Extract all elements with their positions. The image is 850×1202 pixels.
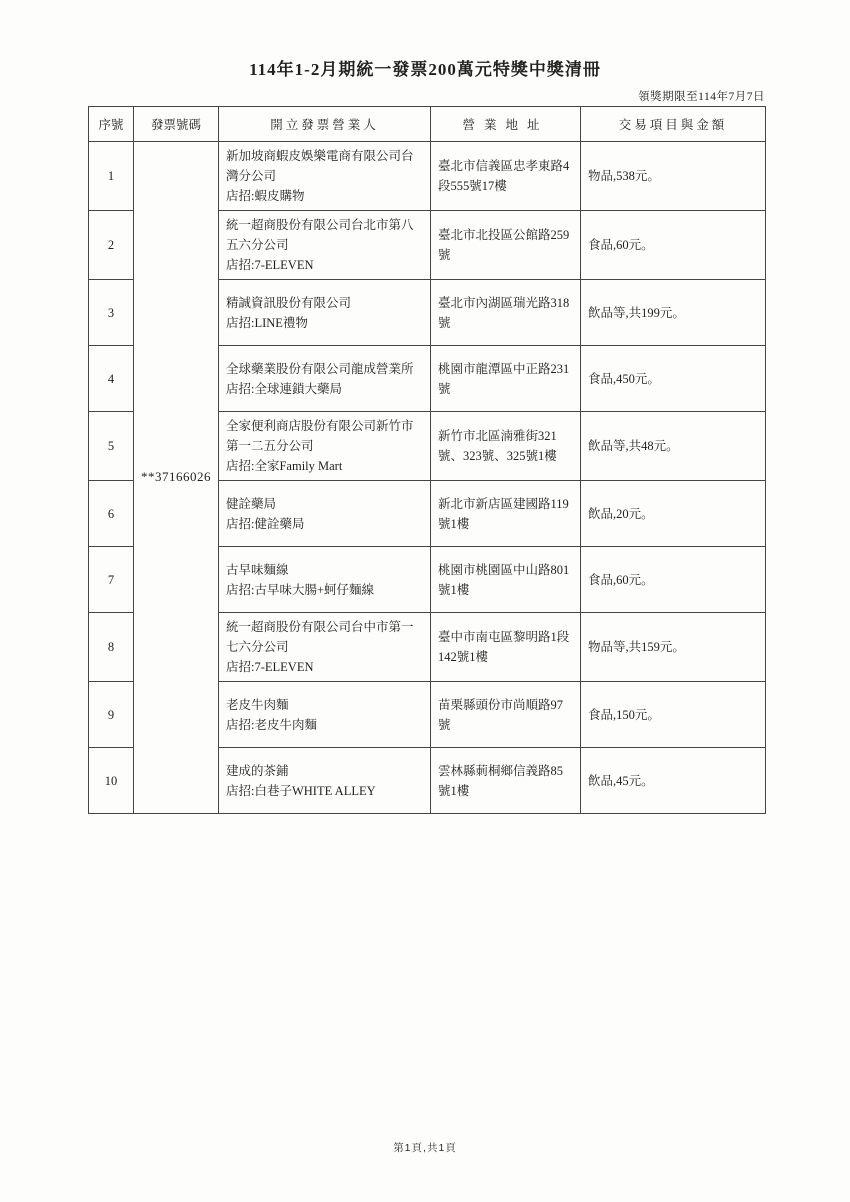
cell-business [219, 547, 431, 613]
page-title: 114年1-2月期統一發票200萬元特獎中獎清冊 [249, 60, 601, 79]
cell-address: 新竹市北區湳雅街321號、323號、325號1樓 [431, 412, 581, 481]
table-header [89, 107, 766, 142]
business-name: 建成的茶鋪 [226, 763, 289, 778]
cell-transaction: 食品,150元。 [581, 682, 766, 748]
prize-table [88, 106, 766, 814]
cell-seq: 7 [89, 547, 134, 613]
business-name: 老皮牛肉麵 [226, 697, 289, 712]
business-sign: 店招:LINE禮物 [226, 315, 308, 330]
header-seq: 序號 [89, 107, 134, 142]
business-sign: 店招:7-ELEVEN [226, 258, 314, 272]
business-name: 統一超商股份有限公司台中市第一七六分公司 [226, 620, 414, 654]
header-transaction: 交易項目與金額 [581, 107, 766, 142]
cell-seq: 2 [89, 211, 134, 280]
cell-seq: 8 [89, 613, 134, 682]
business-sign: 店招:健詮藥局 [226, 516, 305, 531]
cell-transaction: 飲品等,共48元。 [581, 412, 766, 481]
table-row [89, 142, 766, 211]
business-sign: 店招:全球連鎖大藥局 [226, 381, 342, 396]
cell-address: 臺北市信義區忠孝東路4段555號17樓 [431, 142, 581, 211]
business-name: 新加坡商蝦皮娛樂電商有限公司台灣分公司 [226, 149, 414, 183]
business-name: 全家便利商店股份有限公司新竹市第一二五分公司 [226, 419, 414, 453]
cell-business [219, 682, 431, 748]
cell-invoice-number: **37166026 [134, 142, 219, 814]
business-sign: 店招:白巷子WHITE ALLEY [226, 783, 376, 798]
business-sign: 店招:老皮牛肉麵 [226, 717, 317, 732]
cell-seq: 5 [89, 412, 134, 481]
cell-address: 臺中市南屯區黎明路1段142號1樓 [431, 613, 581, 682]
cell-seq: 9 [89, 682, 134, 748]
cell-transaction: 飲品,45元。 [581, 748, 766, 814]
cell-seq: 10 [89, 748, 134, 814]
header-business: 開立發票營業人 [219, 107, 431, 142]
deadline-note: 領獎期限至114年7月7日 [638, 91, 765, 103]
cell-transaction: 食品,60元。 [581, 547, 766, 613]
business-name: 統一超商股份有限公司台北市第八五六分公司 [226, 218, 414, 252]
cell-address: 臺北市北投區公館路259號 [431, 211, 581, 280]
header-address: 營業地址 [431, 107, 581, 142]
cell-seq: 6 [89, 481, 134, 547]
cell-address: 新北市新店區建國路119號1樓 [431, 481, 581, 547]
cell-business [219, 613, 431, 682]
cell-transaction: 飲品,20元。 [581, 481, 766, 547]
cell-business [219, 748, 431, 814]
header-row [89, 107, 766, 142]
cell-business [219, 481, 431, 547]
cell-transaction: 食品,60元。 [581, 211, 766, 280]
business-name: 古早味麵線 [226, 562, 289, 577]
business-sign: 店招:全家Family Mart [226, 459, 343, 473]
table-body [89, 142, 766, 814]
cell-business [219, 280, 431, 346]
cell-address: 苗栗縣頭份市尚順路97號 [431, 682, 581, 748]
cell-seq: 4 [89, 346, 134, 412]
cell-business [219, 211, 431, 280]
header-invoice-no: 發票號碼 [134, 107, 219, 142]
cell-address: 桃園市龍潭區中正路231號 [431, 346, 581, 412]
cell-transaction: 飲品等,共199元。 [581, 280, 766, 346]
business-sign: 店招:7-ELEVEN [226, 660, 314, 674]
cell-business [219, 142, 431, 211]
cell-address: 雲林縣莿桐鄉信義路85號1樓 [431, 748, 581, 814]
cell-business [219, 412, 431, 481]
cell-address: 桃園市桃園區中山路801號1樓 [431, 547, 581, 613]
business-sign: 店招:古早味大腸+蚵仔麵線 [226, 582, 375, 597]
business-name: 健詮藥局 [226, 496, 277, 511]
cell-transaction: 物品等,共159元。 [581, 613, 766, 682]
cell-transaction: 食品,450元。 [581, 346, 766, 412]
business-sign: 店招:蝦皮購物 [226, 189, 305, 203]
page-footer: 第1頁,共1頁 [393, 1142, 457, 1154]
cell-address: 臺北市內湖區瑞光路318號 [431, 280, 581, 346]
business-name: 精誠資訊股份有限公司 [226, 295, 352, 310]
cell-transaction: 物品,538元。 [581, 142, 766, 211]
business-name: 全球藥業股份有限公司龍成營業所 [226, 361, 414, 376]
cell-business [219, 346, 431, 412]
cell-seq: 3 [89, 280, 134, 346]
cell-seq: 1 [89, 142, 134, 211]
